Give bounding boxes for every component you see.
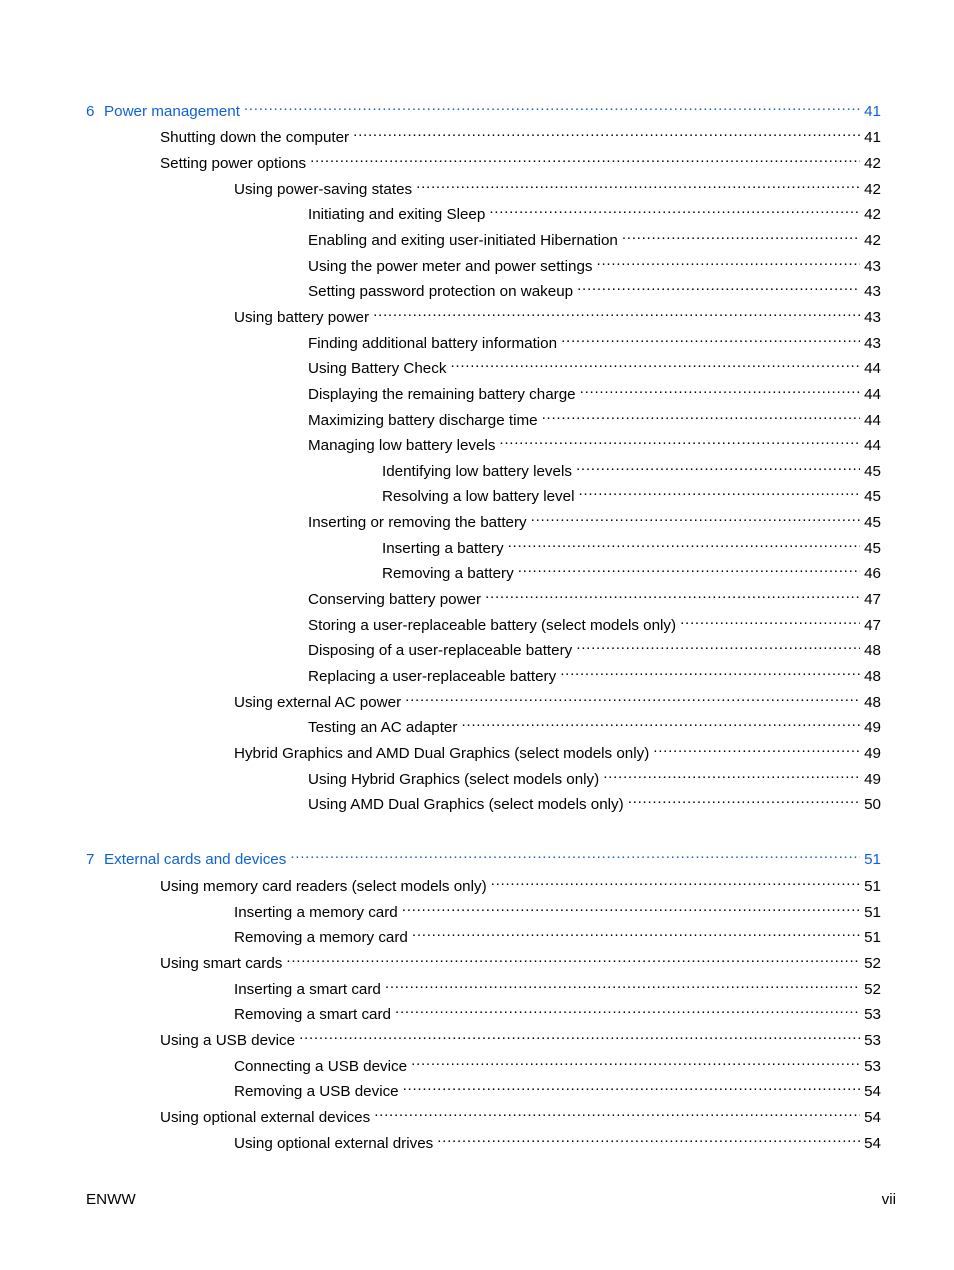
toc-entry-link[interactable] bbox=[160, 1102, 881, 1126]
toc-entry-title: Resolving a low battery level bbox=[382, 488, 575, 505]
toc-entry-title: Power management bbox=[104, 103, 240, 120]
toc-entry-link[interactable] bbox=[308, 199, 881, 223]
toc-entry-title: Using power-saving states bbox=[234, 181, 413, 198]
toc-page-number: 53 bbox=[864, 1058, 881, 1075]
toc-entry-link[interactable] bbox=[234, 922, 881, 946]
toc-entry-title: Using battery power bbox=[234, 309, 370, 326]
toc-page-number: 51 bbox=[864, 929, 881, 946]
toc-entry-title: Using Hybrid Graphics (select models only) bbox=[308, 771, 600, 788]
toc-entry-link[interactable] bbox=[382, 456, 881, 480]
toc-entry-link[interactable] bbox=[308, 507, 881, 531]
dot-leader bbox=[286, 948, 860, 968]
toc-page-number: 45 bbox=[864, 488, 881, 505]
toc-entry-link[interactable] bbox=[234, 738, 881, 762]
toc-entry-title: Inserting or removing the battery bbox=[308, 514, 527, 531]
toc-entry-title: Initiating and exiting Sleep bbox=[308, 206, 486, 223]
toc-entry-link[interactable] bbox=[308, 379, 881, 403]
toc-entry-title: Connecting a USB device bbox=[234, 1058, 408, 1075]
toc-entry-title: Maximizing battery discharge time bbox=[308, 412, 538, 429]
dot-leader bbox=[531, 507, 860, 527]
toc-entry-title: Storing a user-replaceable battery (select models only) bbox=[308, 617, 677, 634]
dot-leader bbox=[628, 789, 860, 809]
dot-leader bbox=[577, 276, 860, 296]
toc-page-number: 53 bbox=[864, 1032, 881, 1049]
toc-entry-title: Displaying the remaining battery charge bbox=[308, 386, 576, 403]
dot-leader bbox=[508, 533, 861, 553]
toc-page-number: 48 bbox=[864, 694, 881, 711]
toc-entry-link[interactable] bbox=[160, 148, 881, 172]
dot-leader bbox=[353, 122, 860, 142]
dot-leader bbox=[499, 430, 860, 450]
toc-entry-link[interactable] bbox=[308, 405, 881, 429]
toc-entry-title: Using optional external devices bbox=[160, 1109, 371, 1126]
toc-entry-link[interactable] bbox=[308, 764, 881, 788]
toc-page-number: 44 bbox=[864, 437, 881, 454]
toc-page-number: 42 bbox=[864, 181, 881, 198]
toc-page-number: 42 bbox=[864, 206, 881, 223]
dot-leader bbox=[395, 999, 860, 1019]
toc-page-number: 43 bbox=[864, 258, 881, 275]
toc-entry-link[interactable] bbox=[308, 712, 881, 736]
toc-entry-title: Using a USB device bbox=[160, 1032, 296, 1049]
chapter-number: 7 bbox=[86, 851, 95, 868]
toc-entry-link[interactable] bbox=[308, 789, 881, 813]
toc-entry-title: Removing a memory card bbox=[234, 929, 408, 946]
toc-page-number: 48 bbox=[864, 668, 881, 685]
toc-entry-link[interactable] bbox=[234, 974, 881, 998]
toc-chapter-link[interactable] bbox=[86, 96, 881, 120]
dot-leader bbox=[411, 1051, 860, 1071]
toc-page-number: 49 bbox=[864, 719, 881, 736]
dot-leader bbox=[290, 844, 860, 864]
dot-leader bbox=[416, 174, 860, 194]
dot-leader bbox=[437, 1128, 860, 1148]
dot-leader bbox=[578, 481, 860, 501]
toc-page-number: 52 bbox=[864, 981, 881, 998]
dot-leader bbox=[489, 199, 860, 219]
toc-page-number: 51 bbox=[864, 904, 881, 921]
toc-page-number: 51 bbox=[864, 878, 881, 895]
toc-page-number: 44 bbox=[864, 386, 881, 403]
toc-page-number: 41 bbox=[864, 103, 881, 120]
toc-entry-link[interactable] bbox=[234, 897, 881, 921]
dot-leader bbox=[680, 610, 860, 630]
toc-entry-link[interactable] bbox=[308, 661, 881, 685]
dot-leader bbox=[653, 738, 860, 758]
dot-leader bbox=[576, 635, 860, 655]
dot-leader bbox=[299, 1025, 860, 1045]
dot-leader bbox=[402, 897, 860, 917]
toc-entry-title: Using external AC power bbox=[234, 694, 402, 711]
chapter-number: 6 bbox=[86, 103, 95, 120]
dot-leader bbox=[542, 405, 861, 425]
toc-entry-title: Removing a USB device bbox=[234, 1083, 399, 1100]
toc-page-number: 43 bbox=[864, 309, 881, 326]
toc-entry-link[interactable] bbox=[308, 328, 881, 352]
toc-entry-link[interactable] bbox=[382, 533, 881, 557]
toc-entry-title: Enabling and exiting user-initiated Hibernation bbox=[308, 232, 618, 249]
footer-publisher-code: ENWW bbox=[86, 1191, 136, 1208]
dot-leader bbox=[561, 328, 860, 348]
toc-entry-link[interactable] bbox=[308, 225, 881, 249]
dot-leader bbox=[450, 353, 860, 373]
toc-page-number: 50 bbox=[864, 796, 881, 813]
toc-entry-title: External cards and devices bbox=[104, 851, 287, 868]
dot-leader bbox=[576, 456, 860, 476]
toc-entry-title: Removing a smart card bbox=[234, 1006, 391, 1023]
toc-entry-link[interactable] bbox=[160, 948, 881, 972]
dot-leader bbox=[405, 687, 860, 707]
toc-entry-title: Disposing of a user-replaceable battery bbox=[308, 642, 573, 659]
toc-entry-title: Replacing a user-replaceable battery bbox=[308, 668, 557, 685]
toc-entry-title: Using the power meter and power settings bbox=[308, 258, 593, 275]
toc-entry-link[interactable] bbox=[160, 1025, 881, 1049]
dot-leader bbox=[412, 922, 860, 942]
toc-page-number: 45 bbox=[864, 463, 881, 480]
dot-leader bbox=[597, 251, 861, 271]
dot-leader bbox=[244, 96, 860, 116]
toc-entry-title: Setting password protection on wakeup bbox=[308, 283, 574, 300]
dot-leader bbox=[374, 1102, 860, 1122]
toc-page-number: 54 bbox=[864, 1135, 881, 1152]
toc-entry-title: Using Battery Check bbox=[308, 360, 447, 377]
toc-page-number: 46 bbox=[864, 565, 881, 582]
toc-entry-title: Using smart cards bbox=[160, 955, 283, 972]
toc-entry-link[interactable] bbox=[308, 430, 881, 454]
toc-page-number: 52 bbox=[864, 955, 881, 972]
toc-page-number: 45 bbox=[864, 514, 881, 531]
dot-leader bbox=[461, 712, 860, 732]
toc-page-number: 44 bbox=[864, 412, 881, 429]
toc-entry-link[interactable] bbox=[308, 353, 881, 377]
toc-page-number: 49 bbox=[864, 745, 881, 762]
toc-entry-link[interactable] bbox=[234, 1051, 881, 1075]
toc-page-number: 53 bbox=[864, 1006, 881, 1023]
toc-entry-title: Using memory card readers (select models only) bbox=[160, 878, 487, 895]
dot-leader bbox=[385, 974, 860, 994]
toc-entry-title: Removing a battery bbox=[382, 565, 514, 582]
dot-leader bbox=[485, 584, 860, 604]
toc-entry-link[interactable] bbox=[234, 1128, 881, 1152]
toc-page-number: 43 bbox=[864, 283, 881, 300]
toc-entry-link[interactable] bbox=[234, 174, 881, 198]
toc-entry-title: Using AMD Dual Graphics (select models only) bbox=[308, 796, 624, 813]
dot-leader bbox=[603, 764, 860, 784]
toc-entry-link[interactable] bbox=[160, 871, 881, 895]
toc-page-number: 47 bbox=[864, 617, 881, 634]
toc-page-number: 41 bbox=[864, 129, 881, 146]
dot-leader bbox=[560, 661, 860, 681]
toc-page-number: 54 bbox=[864, 1109, 881, 1126]
toc-page-number: 42 bbox=[864, 232, 881, 249]
dot-leader bbox=[518, 558, 860, 578]
toc-entry-title: Shutting down the computer bbox=[160, 129, 350, 146]
toc-entry-link[interactable] bbox=[308, 610, 881, 634]
toc-entry-title: Managing low battery levels bbox=[308, 437, 496, 454]
dot-leader bbox=[310, 148, 860, 168]
toc-entry-link[interactable] bbox=[308, 584, 881, 608]
toc-page-number: 49 bbox=[864, 771, 881, 788]
toc-page-number: 45 bbox=[864, 540, 881, 557]
toc-page-number: 51 bbox=[864, 851, 881, 868]
toc-entry-title: Inserting a memory card bbox=[234, 904, 398, 921]
toc-entry-title: Conserving battery power bbox=[308, 591, 482, 608]
toc-page-number: 44 bbox=[864, 360, 881, 377]
toc-chapter-link[interactable] bbox=[86, 844, 881, 868]
dot-leader bbox=[580, 379, 860, 399]
dot-leader bbox=[403, 1076, 860, 1096]
toc-page-number: 47 bbox=[864, 591, 881, 608]
toc-page-number: 43 bbox=[864, 335, 881, 352]
footer-page-number: vii bbox=[881, 1191, 896, 1208]
toc-entry-title: Setting power options bbox=[160, 155, 307, 172]
toc-entry-link[interactable] bbox=[160, 122, 881, 146]
dot-leader bbox=[622, 225, 860, 245]
toc-entry-link[interactable] bbox=[234, 1076, 881, 1100]
toc-entry-title: Inserting a battery bbox=[382, 540, 504, 557]
toc-page-number: 54 bbox=[864, 1083, 881, 1100]
toc-entry-link[interactable] bbox=[382, 558, 881, 582]
toc-entry-title: Using optional external drives bbox=[234, 1135, 434, 1152]
dot-leader bbox=[373, 302, 860, 322]
toc-entry-title: Inserting a smart card bbox=[234, 981, 381, 998]
toc-entry-title: Hybrid Graphics and AMD Dual Graphics (select models only) bbox=[234, 745, 650, 762]
toc-entry-link[interactable] bbox=[308, 276, 881, 300]
dot-leader bbox=[491, 871, 860, 891]
toc-entry-link[interactable] bbox=[382, 481, 881, 505]
toc-entry-title: Finding additional battery information bbox=[308, 335, 558, 352]
toc-page-number: 48 bbox=[864, 642, 881, 659]
toc-entry-title: Testing an AC adapter bbox=[308, 719, 458, 736]
toc-entry-link[interactable] bbox=[234, 999, 881, 1023]
toc-page-number: 42 bbox=[864, 155, 881, 172]
toc-entry-title: Identifying low battery levels bbox=[382, 463, 572, 480]
toc-entry-link[interactable] bbox=[308, 635, 881, 659]
toc-entry-link[interactable] bbox=[234, 687, 881, 711]
toc-entry-link[interactable] bbox=[308, 251, 881, 275]
toc-entry-link[interactable] bbox=[234, 302, 881, 326]
